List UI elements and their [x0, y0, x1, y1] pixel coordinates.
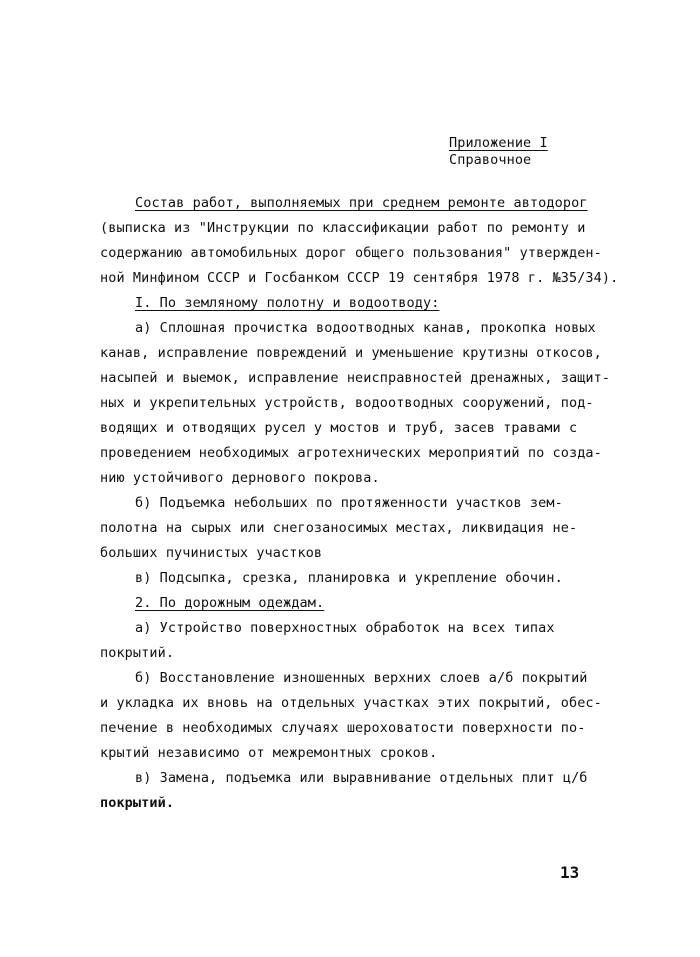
- paragraph-line: водящих и отводящих русел у мостов и труб, засев травами с: [100, 420, 578, 436]
- paragraph-line: крытий независимо от межремонтных сроков.: [100, 745, 438, 761]
- paragraph-line: нию устойчивого дернового покрова.: [100, 470, 380, 486]
- paragraph-line: а) Сплошная прочистка водоотводных канав, прокопка новых: [135, 320, 596, 336]
- paragraph-line: б) Восстановление изношенных верхних слоев а/б покрытий: [135, 670, 588, 686]
- paragraph-line: б) Подъемка небольших по протяженности участков зем-: [135, 495, 563, 511]
- paragraph-line: в) Подсыпка, срезка, планировка и укрепление обочин.: [135, 570, 563, 586]
- intro-line: содержанию автомобильных дорог общего пользования" утвержден-: [100, 245, 602, 261]
- paragraph-line: ных и укрепительных устройств, водоотводных сооружений, под-: [100, 395, 594, 411]
- paragraph-line: а) Устройство поверхностных обработок на всех типах: [135, 620, 555, 636]
- section-heading: 2. По дорожным одеждам.: [135, 595, 325, 611]
- paragraph-line: больших пучинистых участков: [100, 545, 323, 561]
- paragraph-line: печение в необходимых случаях шероховатости поверхности по-: [100, 720, 586, 736]
- appendix-label: Приложение I: [449, 135, 548, 151]
- paragraph-line: проведением необходимых агротехнических мероприятий по созда-: [100, 445, 602, 461]
- reference-label: Справочное: [449, 152, 532, 168]
- paragraph-line: покрытий.: [100, 645, 175, 661]
- paragraph-line: в) Замена, подъемка или выравнивание отдельных плит ц/б: [135, 770, 588, 786]
- intro-line: (выписка из "Инструкции по классификации работ по ремонту и: [100, 220, 586, 236]
- paragraph-line: насыпей и выемок, исправление неисправностей дренажных, защит-: [100, 370, 611, 386]
- paragraph-line: полотна на сырых или снегозаносимых местах, ликвидация не-: [100, 520, 578, 536]
- intro-line: ной Минфином СССР и Госбанком СССР 19 сентября 1978 г. №35/34).: [100, 270, 619, 286]
- document-title: Состав работ, выполняемых при среднем ремонте автодорог: [135, 195, 588, 211]
- page-number: 13: [560, 863, 580, 882]
- section-heading: I. По земляному полотну и водоотводу:: [135, 295, 440, 311]
- paragraph-line: канав, исправление повреждений и уменьшение крутизны откосов,: [100, 345, 602, 361]
- paragraph-line: и укладка их вновь на отдельных участках этих покрытий, обес-: [100, 695, 602, 711]
- paragraph-line: покрытий.: [100, 795, 175, 811]
